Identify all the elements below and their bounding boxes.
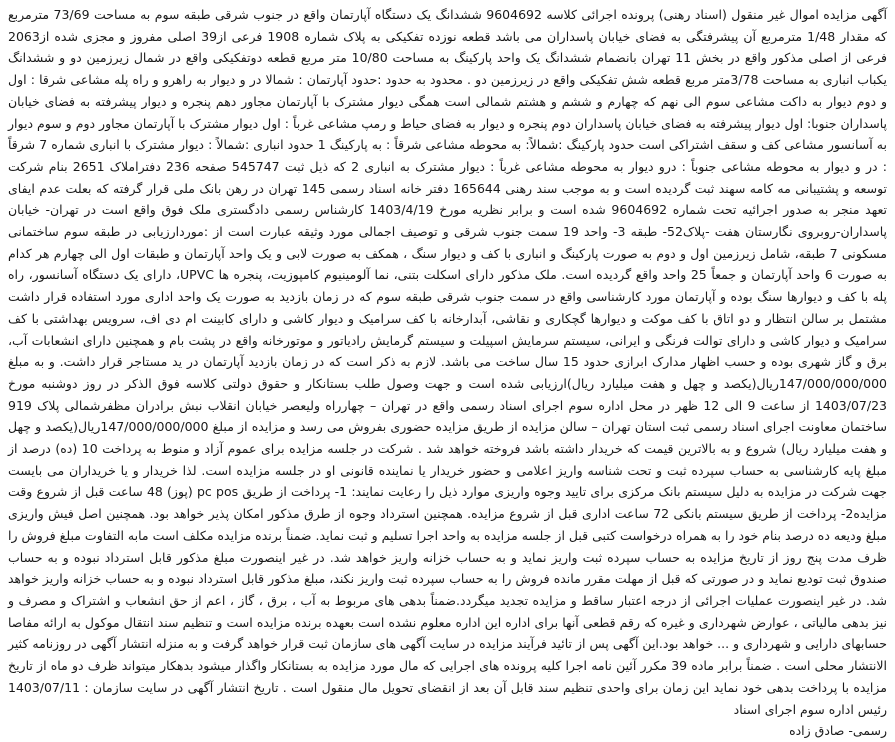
notice-signature: رسمی- صادق زاده	[789, 723, 887, 739]
notice-body-text: آگهی مزایده اموال غیر منقول (اسناد رهنی) پرونده اجرائی کلاسه 9604692 ششدانگ یک دستگاه آپارتمان واقع در جنوب شرقی طبقه سوم به مساحت 73/69 مترمربع که مقدار 1/48 مترمربع آن پیشرفتگی به فضای خیابان پاسداران می باشد قطعه نوزده تفکیکی به پلاک شماره 1908 فرعی از39 اصلی مفروز و مجزی شده از2063 فرعی از اصلی مذکور واقع در بخش 11 تهران بانضمام ششدانگ یک واحد پارکینگ به مساحت 10/80 متر مربع قطعه دوتفکیکی واقع در شمال زیرزمین دو و ششدانگ یکباب انباری به مساحت 3/78متر مربع قطعه شش تفکیکی واقع در زیرزمین دو . محدود به حدود :حدود آپارتمان : شمالا در و دیوار به راهرو و راه پله مشاعی شرقا : اول و دوم دیوار به داکت مشاعی سوم الی نهم که چهارم و ششم و هشتم شمالی است همگی دیوار مشترک با آپارتمان مجاور دهم پنجره و دیوار پیشرفته به فضای خیابان پاسداران جنوبا: اول دیوار پیشرفته به فضای خیابان پاسداران دوم پنجره و دیوار به فضای حیاط و رمپ مشاعی غرباً : اول دیوار مشترک با آپارتمان مجاور دوم و سوم دیوار به آسانسور مشاعی کف و سقف اشتراکی است حدود پارکینگ :شمالاً: به محوطه مشاعی شرقاً : به پارکینگ 1 حدود انباری :شمالاً : دیوار مشترک با انباری شماره 7 شرقاً : در و دیوار به محوطه مشاعی جنوباً : درو دیوار به محوطه مشاعی غرباً : دیوار مشترک به انباری 2 که ذیل ثبت 545747 صفحه 236 دفتراملاک 2651 بنام شرکت توسعه و پشتیبانی مه کامه سهند ثبت گردیده است و به موجب سند رهنی 165644 دفتر خانه اسناد رسمی 145 تهران در رهن بانک ملی قرار گرفته که بعلت عدم ایفای تعهد منجر به صدور اجرائیه تحت شماره 9604692 شده است و برابر نظریه مورخ 1403/4/19 کارشناس رسمی دادگستری ملک فوق واقع است در تهران- خیابان پاسداران-روبروی نگارستان هفت -پلاک52- طبقه 3- واحد 19 سمت جنوب شرقی و توصیف اجمالی مورد وثیقه عبارت است از :موردارزیابی در طبقه سوم ساختمانی مسکونی 7 طبقه، شامل زیرزمین اول و دوم به صورت پارکینگ و انباری با کف و دیوار سنگ ، همکف به صورت لابی و یک واحد آپارتمان و طبقات اول الی چهارم هر کدام به صورت 6 واحد آپارتمان و جمعاً 25 واحد واقع گردیده است. ملک مذکور دارای اسکلت بتنی، نما آلومینیوم کامپوزیت، پنجره ها UPVC، دارای یک دستگاه آسانسور، راه پله با کف و دیوارها سنگ بوده و آپارتمان مورد کارشناسی واقع در سمت جنوب شرقی طبقه سوم که در زمان بازدید به صورت یک واحد اداری مورد استفاده قرار داشت مشتمل بر سالن انتظار و دو اتاق با کف موکت و دیوارها گچکاری و نقاشی، آبدارخانه با کف سرامیک و دیوار کاشی و دارای کابینت ام دی اف، سرویس بهداشتی با کف سرامیک و دیوار کاشی و دارای توالت فرنگی و ایرانی، سیستم سرمایش اسپیلت و سیستم گرمایش رادیاتور و موتورخانه واقع در پشت بام و همچنین دارای انشعابات آب، برق و گاز شهری بوده و حسب اظهار مدارک ابرازی حدود 15 سال ساخت می باشد. لازم به ذکر است که در زمان بازدید آپارتمان در ید مستاجر قرار داشت. و به مبلغ 147/000/000/000ریال(یکصد و چهل و هفت میلیارد ریال)ارزیابی شده است و جهت وصول طلب بستانکار و حقوق دولتی کلاسه فوق الذکر در روز دوشنبه مورخ 1403/07/23 از ساعت 9 الی 12 ظهر در محل اداره سوم اجرای اسناد رسمی واقع در تهران – چهارراه ولیعصر خیابان انقلاب نبش برادران مظفرشمالی پلاک 919 ساختمان معاونت اجرای اسناد رسمی ثبت استان تهران – سالن مزایده از طریق مزایده حضوری بفروش می رسد و مزایده از مبلغ 147/000/000/000ریال(یکصد و چهل و هفت میلیارد ریال) شروع و به بالاترین قیمت که خریدار داشته باشد فروخته خواهد شد . شرکت در جلسه مزایده برای عموم آزاد و منوط به پرداخت 10 (ده) درصد از مبلغ پایه کارشناسی به حساب سپرده ثبت و تحت شناسه واریز اعلامی و حضور خریدار یا نماینده قانونی او در جلسه مزایده است. لذا خریدار و یا خریداران می بایست جهت شرکت در مزایده به دلیل سیستم بانک مرکزی برای تایید وجوه واریزی موارد ذیل را رعایت نمایند: 1- پرداخت از طریق pc pos (پوز) 48 ساعت قبل از شروع وقت مزایده2- پرداخت از طریق سیستم بانکی 72 ساعت اداری قبل از شروع مزایده. همچنین استرداد وجوه از طرق مذکور امکان پذیر خواهد بود. همچنین اصل فیش واریزی مبلغ ودیعه ده درصد بنام خود را به همراه درخواست کتبی قبل از جلسه مزایده به واحد اجرا تسلیم و ثبت نماید. ضمناً برنده مزایده مکلف است مابه التفاوت مبلغ فروش را ظرف مدت پنج روز از تاریخ مزایده به حساب سپرده ثبت واریز نماید و به حساب خزانه واریز خواهد شد. در غیر اینصورت مبلغ مذکور قابل استرداد نبوده و به حساب صندوق ثبت تودیع نماید و در صورتی که قبل از مهلت مقرر مانده فروش را به حساب سپرده ثبت واریز نکند، مبلغ مذکور قابل استرداد نبوده و به حساب خزانه واریز خواهد شد. در غیر اینصورت عملیات اجرائی از درجه اعتبار ساقط و مزایده تجدید میگردد.ضمناً بدهی های مربوط به آب ، برق ، گاز ، اعم از حق انشعاب و اشتراک و مصرف و نیز بدهی مالیاتی ، عوارض شهرداری و غیره که رقم قطعی آنها برای اداره این اداره معلوم نشده است بعهده برنده مزایده است و تنظیم سند انتقال موکول به ارائه مفاصا حسابهای دارایی و شهرداری و ... خواهد بود.این آگهی پس از تائید فرآیند مزایده در سایت آگهی های سازمان ثبت قرار خواهد گرفت و به منزله انتشار آگهی در روزنامه کثیر الانتشار محلی است . ضمناً برابر ماده 39 مکرر آئین نامه اجرا کلیه پرونده های اجرایی که مال مورد مزایده به بستانکار واگذار میشود بدهکار میتواند ظرف دو ماه از تاریخ مزایده با پرداخت بدهی خود نماید این زمان برای واحدی تنظیم سند قابل آن بعد از انقضای تحویل مال منقول است . تاریخ انتشار آگهی در سایت سازمان : 1403/07/11 رئیس اداره سوم اجرای اسناد	[8, 7, 888, 717]
